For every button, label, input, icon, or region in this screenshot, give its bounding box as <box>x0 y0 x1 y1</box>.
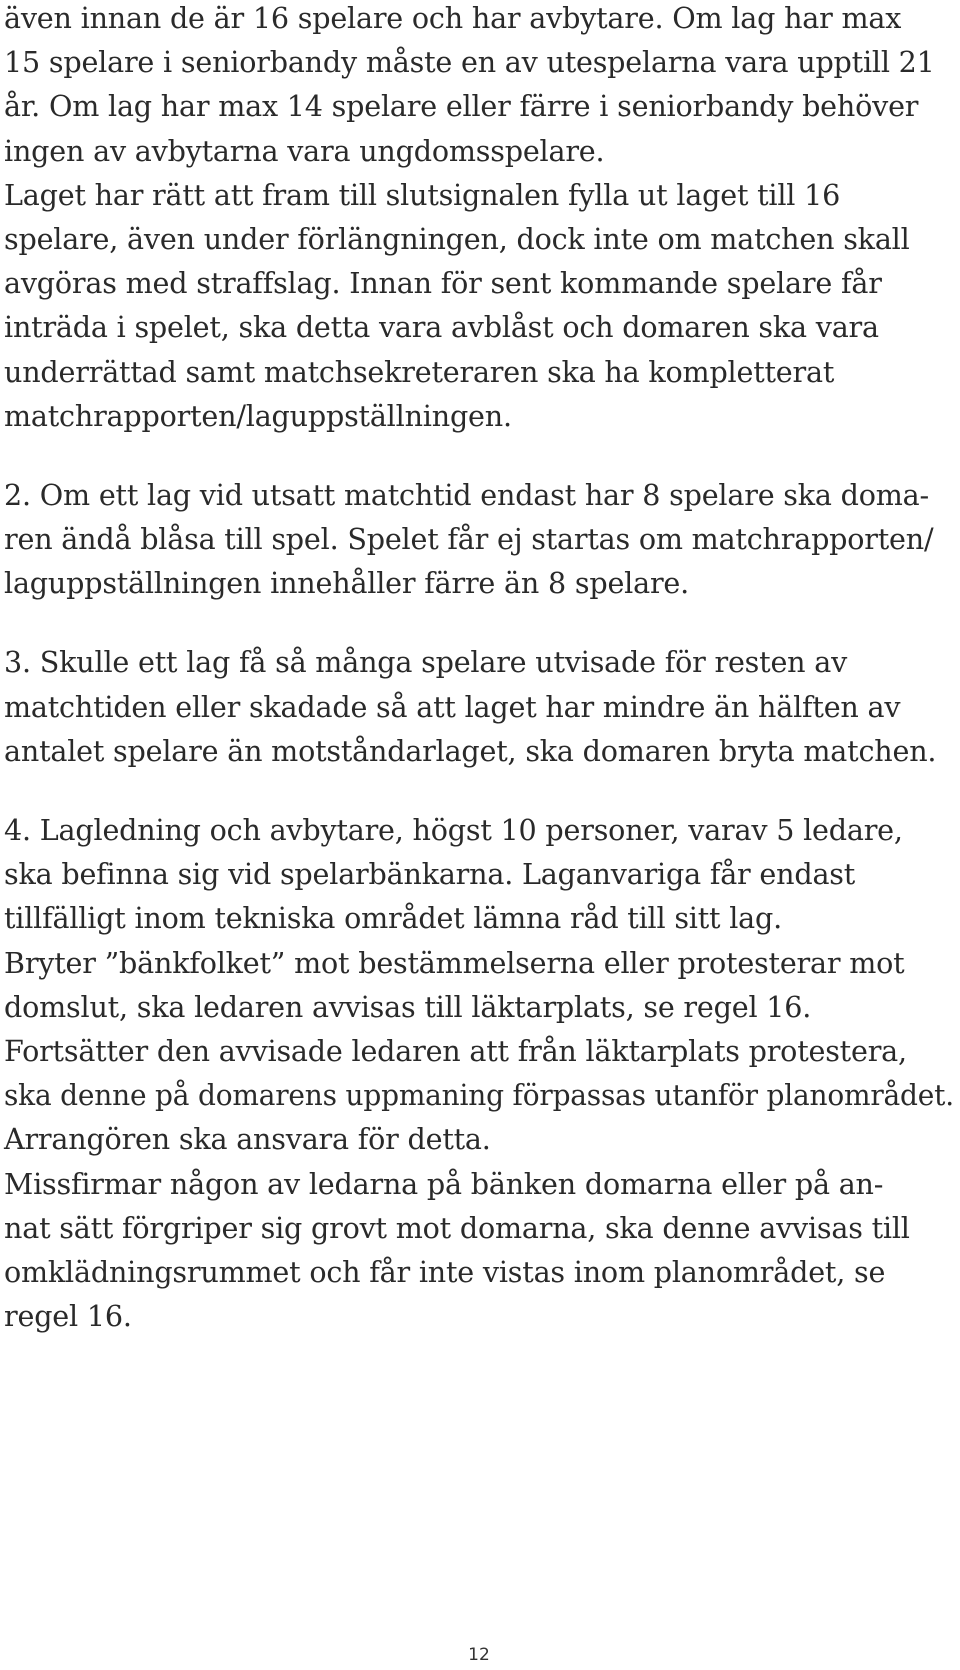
text-line: ren ändå blåsa till spel. Spelet får ej startas om matchrapporten/ <box>4 522 934 557</box>
paragraph-substitutes <box>4 0 960 438</box>
paragraph-rule-2 <box>4 473 960 606</box>
paragraph-rule-3 <box>4 640 960 773</box>
text-line: 4. Lagledning och avbytare, högst 10 personer, varav 5 ledare, <box>4 813 903 847</box>
text-line: avgöras med straffslag. Innan för sent kommande spelare får <box>4 266 882 301</box>
text-line: domslut, ska ledaren avvisas till läktarplats, se regel 16. <box>4 989 812 1024</box>
text-line: 2. Om ett lag vid utsatt matchtid endast har 8 spelare ska doma- <box>4 477 929 512</box>
paragraph-gap <box>4 773 960 808</box>
paragraph-gap <box>4 438 960 473</box>
text-line: Bryter ”bänkfolket” mot bestämmelserna eller protesterar mot <box>4 945 905 980</box>
text-line: även innan de är 16 spelare och har avbytare. Om lag har max <box>4 1 902 35</box>
text-line: matchrapporten/laguppställningen. <box>4 398 512 433</box>
text-line: ska denne på domarens uppmaning förpassas utanför planområdet. <box>4 1078 954 1113</box>
text-line: spelare, även under förlängningen, dock inte om matchen skall <box>4 221 910 256</box>
text-line: Arrangören ska ansvara för detta. <box>4 1122 491 1157</box>
text-line: Fortsätter den avvisade ledaren att från läktarplats protestera, <box>4 1033 907 1068</box>
text-line: Laget har rätt att fram till slutsignalen fylla ut laget till 16 <box>4 177 841 212</box>
text-line: 3. Skulle ett lag få så många spelare utvisade för resten av <box>4 645 848 680</box>
text-line: Missfirmar någon av ledarna på bänken domarna eller på an- <box>4 1166 884 1201</box>
text-line: tillfälligt inom tekniska området lämna råd till sitt lag. <box>4 901 782 936</box>
body-text <box>4 0 960 1338</box>
text-line: år. Om lag har max 14 spelare eller färre i seniorbandy behöver <box>4 89 919 124</box>
text-line: ska befinna sig vid spelarbänkarna. Laganvariga får endast <box>4 857 856 892</box>
text-line: nat sätt förgriper sig grovt mot domarna, ska denne avvisas till <box>4 1210 910 1245</box>
text-line: antalet spelare än motståndarlaget, ska domaren bryta matchen. <box>4 733 937 768</box>
page-number: 12 <box>468 1645 490 1665</box>
paragraph-gap <box>4 605 960 640</box>
text-line: ingen av avbytarna vara ungdomsspelare. <box>4 133 605 168</box>
text-line: inträda i spelet, ska detta vara avblåst och domaren ska vara <box>4 310 879 345</box>
text-line: 15 spelare i seniorbandy måste en av utespelarna vara upptill 21 <box>4 45 935 80</box>
text-line: laguppställningen innehåller färre än 8 spelare. <box>4 566 690 601</box>
text-line: underrättad samt matchsekreteraren ska ha kompletterat <box>4 354 835 389</box>
paragraph-rule-4 <box>4 808 960 1338</box>
text-line: regel 16. <box>4 1299 132 1334</box>
text-line: omklädningsrummet och får inte vistas inom planområdet, se <box>4 1254 886 1289</box>
text-line: matchtiden eller skadade så att laget har mindre än hälften av <box>4 689 901 724</box>
